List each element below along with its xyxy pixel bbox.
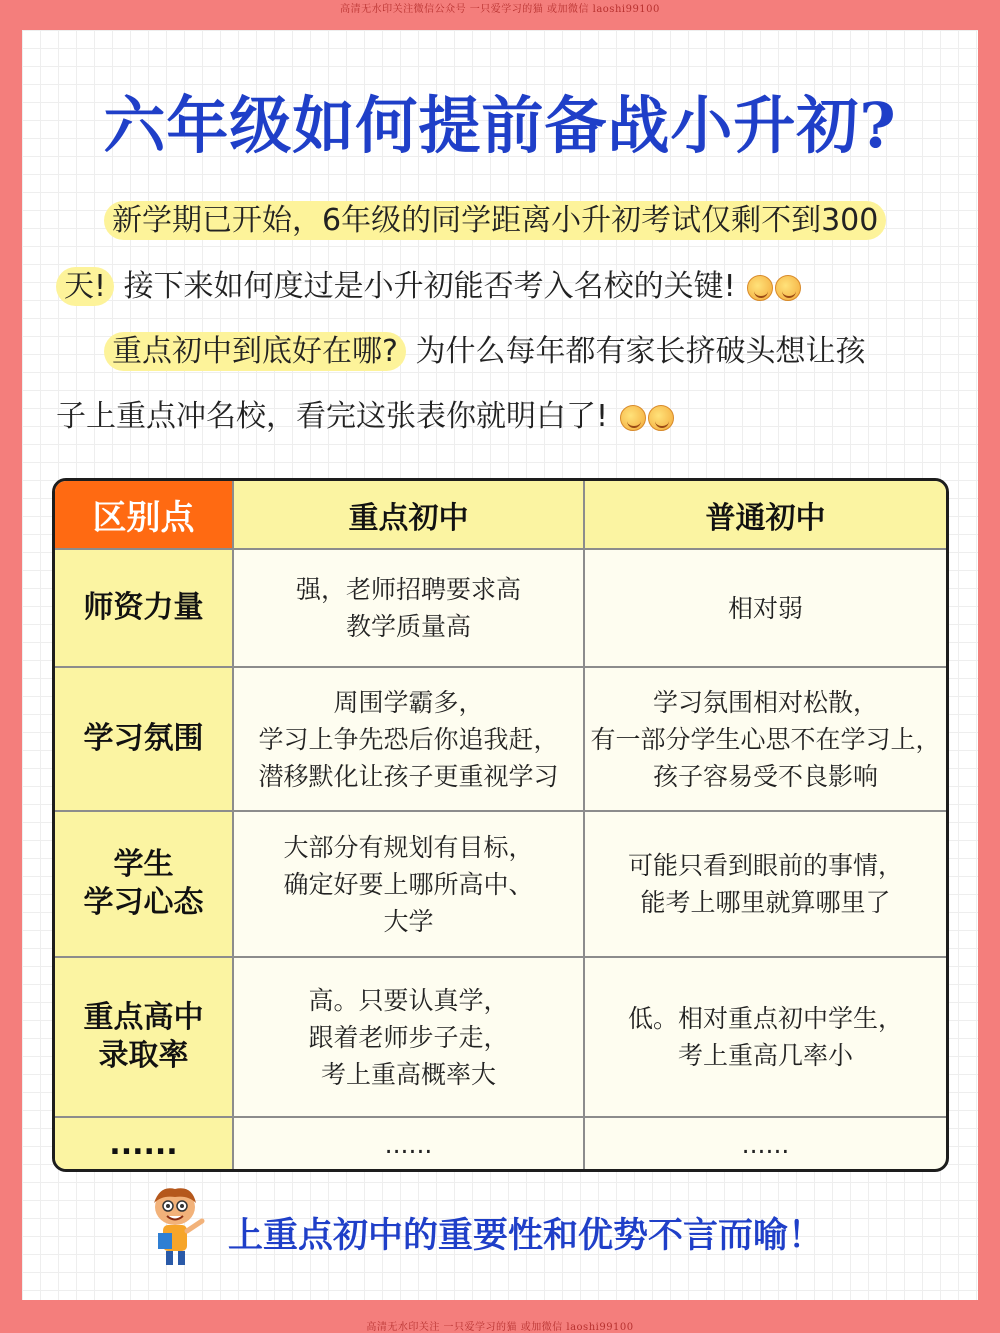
row-label: 学生 学习心态: [55, 811, 233, 957]
comparison-table: [52, 478, 949, 1172]
cell-key-school: 周围学霸多， 学习上争先恐后你追我赶， 潜移默化让孩子更重视学习: [233, 667, 584, 811]
cell-normal-school: 学习氛围相对松散， 有一部分学生心思不在学习上， 孩子容易受不良影响: [584, 667, 946, 811]
page-title: 六年级如何提前备战小升初?: [103, 89, 897, 162]
intro-text-3: 为什么每年都有家长挤破头想让孩: [415, 334, 866, 369]
cell-key-school: 强，老师招聘要求高 教学质量高: [233, 549, 584, 667]
emoji-face-icon: [648, 405, 674, 431]
intro-line-2: [56, 266, 801, 308]
cell-key-school: 大部分有规划有目标， 确定好要上哪所高中、 大学: [233, 811, 584, 957]
row-label: ......: [55, 1117, 233, 1171]
header-difference: 区别点: [55, 481, 233, 549]
emoji-face-icon: [747, 275, 773, 301]
header-key-school: 重点初中: [233, 481, 584, 549]
cell-key-school: 高。只要认真学， 跟着老师步子走， 考上重高概率大: [233, 957, 584, 1117]
row-label: 重点高中 录取率: [55, 957, 233, 1117]
header-normal-school: 普通初中: [584, 481, 946, 549]
footer-slogan: 上重点初中的重要性和优势不言而喻！: [228, 1216, 824, 1256]
intro-text-4: 子上重点冲名校，看完这张表你就明白了!: [56, 399, 609, 434]
table-row: [55, 549, 946, 667]
intro-highlight-2: 天!: [56, 267, 114, 306]
intro-line-3: [104, 331, 865, 373]
cell-normal-school: 可能只看到眼前的事情， 能考上哪里就算哪里了: [584, 811, 946, 957]
cell-key-school: ......: [233, 1117, 584, 1171]
table-header-row: [55, 481, 946, 549]
cell-normal-school: ......: [584, 1117, 946, 1171]
intro-highlight-1: 新学期已开始，6年级的同学距离小升初考试仅剩不到300: [104, 201, 886, 240]
intro-highlight-3: 重点初中到底好在哪?: [104, 332, 406, 371]
table-row: [55, 811, 946, 957]
watermark-top: 高清无水印关注微信公众号 一只爱学习的猫 或加微信 laoshi99100: [340, 4, 660, 15]
row-label: 学习氛围: [55, 667, 233, 811]
table-row: [55, 667, 946, 811]
emoji-face-icon: [620, 405, 646, 431]
table-row: [55, 1117, 946, 1171]
table-row: [55, 957, 946, 1117]
row-label: 师资力量: [55, 549, 233, 667]
intro-line-1: [104, 200, 886, 242]
emoji-face-icon: [775, 275, 801, 301]
cartoon-kid-icon: [140, 1185, 210, 1270]
intro-line-4: [56, 396, 674, 438]
watermark-bottom: 高清无水印关注 一只爱学习的猫 或加微信 laoshi99100: [366, 1322, 634, 1333]
cell-normal-school: 低。相对重点初中学生， 考上重高几率小: [584, 957, 946, 1117]
cell-normal-school: 相对弱: [584, 549, 946, 667]
intro-text-2: 接下来如何度过是小升初能否考入名校的关键!: [123, 269, 736, 304]
